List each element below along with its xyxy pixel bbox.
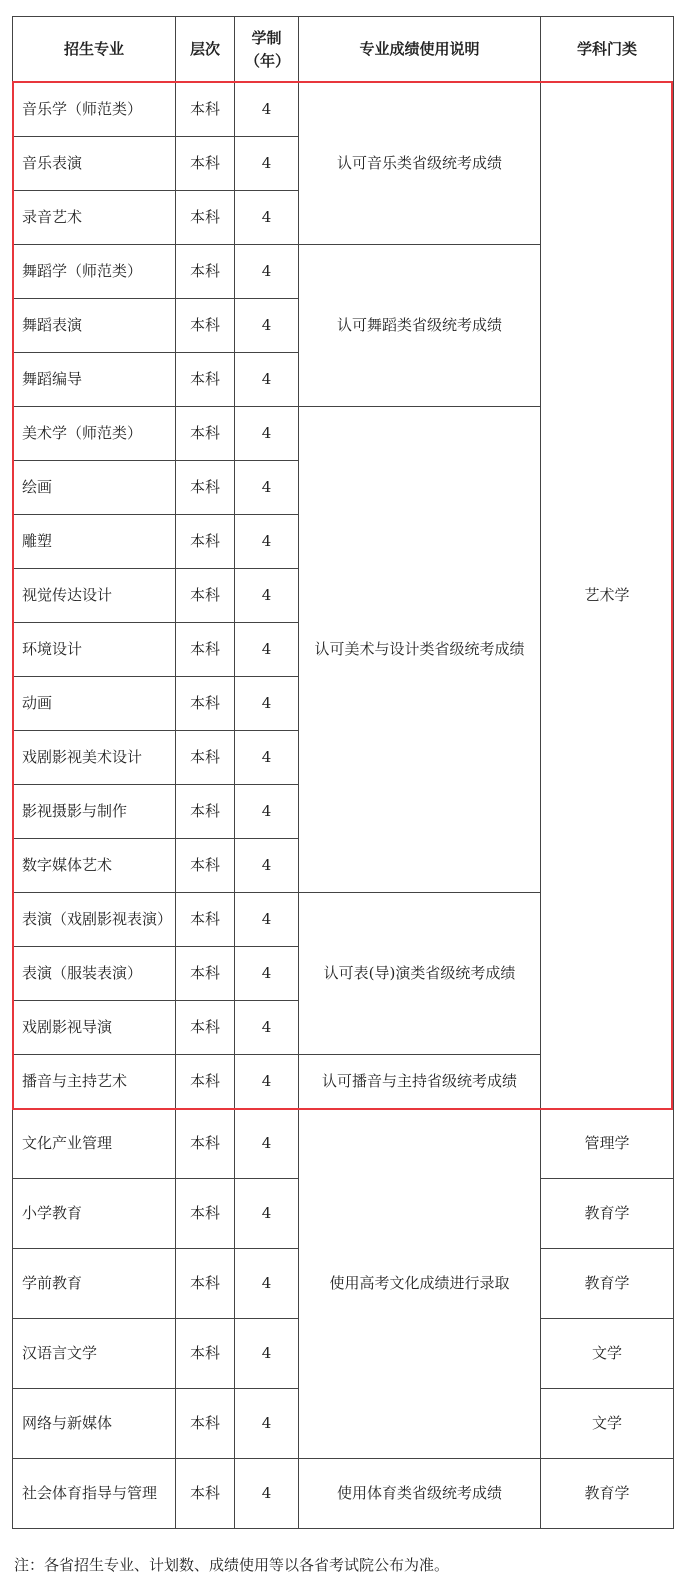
level-cell: 本科 [176,839,235,893]
note-performance: 认可表(导)演类省级统考成绩 [299,893,541,1055]
major-cell: 播音与主持艺术 [13,1055,176,1109]
category-cell: 教育学 [541,1179,674,1249]
major-cell: 表演（戏剧影视表演） [13,893,176,947]
level-cell: 本科 [176,353,235,407]
level-cell: 本科 [176,299,235,353]
level-cell: 本科 [176,191,235,245]
major-cell: 美术学（师范类） [13,407,176,461]
category-cell: 教育学 [541,1459,674,1529]
years-cell: 4 [235,731,299,785]
level-cell: 本科 [176,893,235,947]
level-cell: 本科 [176,785,235,839]
years-cell: 4 [235,353,299,407]
note-broadcast: 认可播音与主持省级统考成绩 [299,1055,541,1109]
years-cell: 4 [235,461,299,515]
level-cell: 本科 [176,83,235,137]
table-row [13,1459,674,1529]
years-cell: 4 [235,569,299,623]
header-level: 层次 [176,17,235,83]
level-cell: 本科 [176,731,235,785]
major-cell: 表演（服装表演） [13,947,176,1001]
years-cell: 4 [235,1109,299,1179]
years-cell: 4 [235,137,299,191]
major-cell: 绘画 [13,461,176,515]
years-cell: 4 [235,407,299,461]
years-cell: 4 [235,785,299,839]
header-note: 专业成绩使用说明 [299,17,541,83]
level-cell: 本科 [176,1109,235,1179]
major-cell: 影视摄影与制作 [13,785,176,839]
level-cell: 本科 [176,569,235,623]
major-cell: 雕塑 [13,515,176,569]
years-cell: 4 [235,1001,299,1055]
category-cell: 文学 [541,1319,674,1389]
major-cell: 录音艺术 [13,191,176,245]
major-cell: 音乐表演 [13,137,176,191]
major-cell: 舞蹈编导 [13,353,176,407]
years-cell: 4 [235,245,299,299]
major-cell: 环境设计 [13,623,176,677]
level-cell: 本科 [176,407,235,461]
years-cell: 4 [235,893,299,947]
years-cell: 4 [235,677,299,731]
level-cell: 本科 [176,623,235,677]
major-cell: 戏剧影视美术设计 [13,731,176,785]
major-cell: 学前教育 [13,1249,176,1319]
years-cell: 4 [235,1319,299,1389]
major-cell: 小学教育 [13,1179,176,1249]
years-cell: 4 [235,1249,299,1319]
major-cell: 社会体育指导与管理 [13,1459,176,1529]
table-row [13,1109,674,1179]
level-cell: 本科 [176,137,235,191]
header-row [13,17,674,83]
major-cell: 数字媒体艺术 [13,839,176,893]
level-cell: 本科 [176,1179,235,1249]
level-cell: 本科 [176,245,235,299]
table-row [13,83,674,137]
major-cell: 视觉传达设计 [13,569,176,623]
years-cell: 4 [235,515,299,569]
major-cell: 音乐学（师范类） [13,83,176,137]
footnote: 注：各省招生专业、计划数、成绩使用等以各省考试院公布为准。 [14,1556,450,1574]
level-cell: 本科 [176,1389,235,1459]
years-cell: 4 [235,623,299,677]
level-cell: 本科 [176,677,235,731]
header-years: 学制（年） [235,17,299,83]
major-cell: 文化产业管理 [13,1109,176,1179]
category-art: 艺术学 [541,83,674,1109]
years-cell: 4 [235,1179,299,1249]
level-cell: 本科 [176,947,235,1001]
level-cell: 本科 [176,515,235,569]
level-cell: 本科 [176,1001,235,1055]
note-sports: 使用体育类省级统考成绩 [299,1459,541,1529]
note-music: 认可音乐类省级统考成绩 [299,83,541,245]
category-cell: 教育学 [541,1249,674,1319]
major-cell: 戏剧影视导演 [13,1001,176,1055]
level-cell: 本科 [176,1055,235,1109]
major-cell: 舞蹈表演 [13,299,176,353]
major-cell: 舞蹈学（师范类） [13,245,176,299]
note-fine-art: 认可美术与设计类省级统考成绩 [299,407,541,893]
level-cell: 本科 [176,1249,235,1319]
years-cell: 4 [235,1459,299,1529]
note-gaokao: 使用高考文化成绩进行录取 [299,1109,541,1459]
major-cell: 汉语言文学 [13,1319,176,1389]
header-major: 招生专业 [13,17,176,83]
years-cell: 4 [235,83,299,137]
note-dance: 认可舞蹈类省级统考成绩 [299,245,541,407]
category-cell: 管理学 [541,1109,674,1179]
years-cell: 4 [235,1389,299,1459]
level-cell: 本科 [176,1319,235,1389]
header-category: 学科门类 [541,17,674,83]
level-cell: 本科 [176,1459,235,1529]
major-cell: 网络与新媒体 [13,1389,176,1459]
major-cell: 动画 [13,677,176,731]
years-cell: 4 [235,1055,299,1109]
years-cell: 4 [235,299,299,353]
years-cell: 4 [235,839,299,893]
level-cell: 本科 [176,461,235,515]
admissions-table [12,16,674,1529]
years-cell: 4 [235,947,299,1001]
category-cell: 文学 [541,1389,674,1459]
years-cell: 4 [235,191,299,245]
